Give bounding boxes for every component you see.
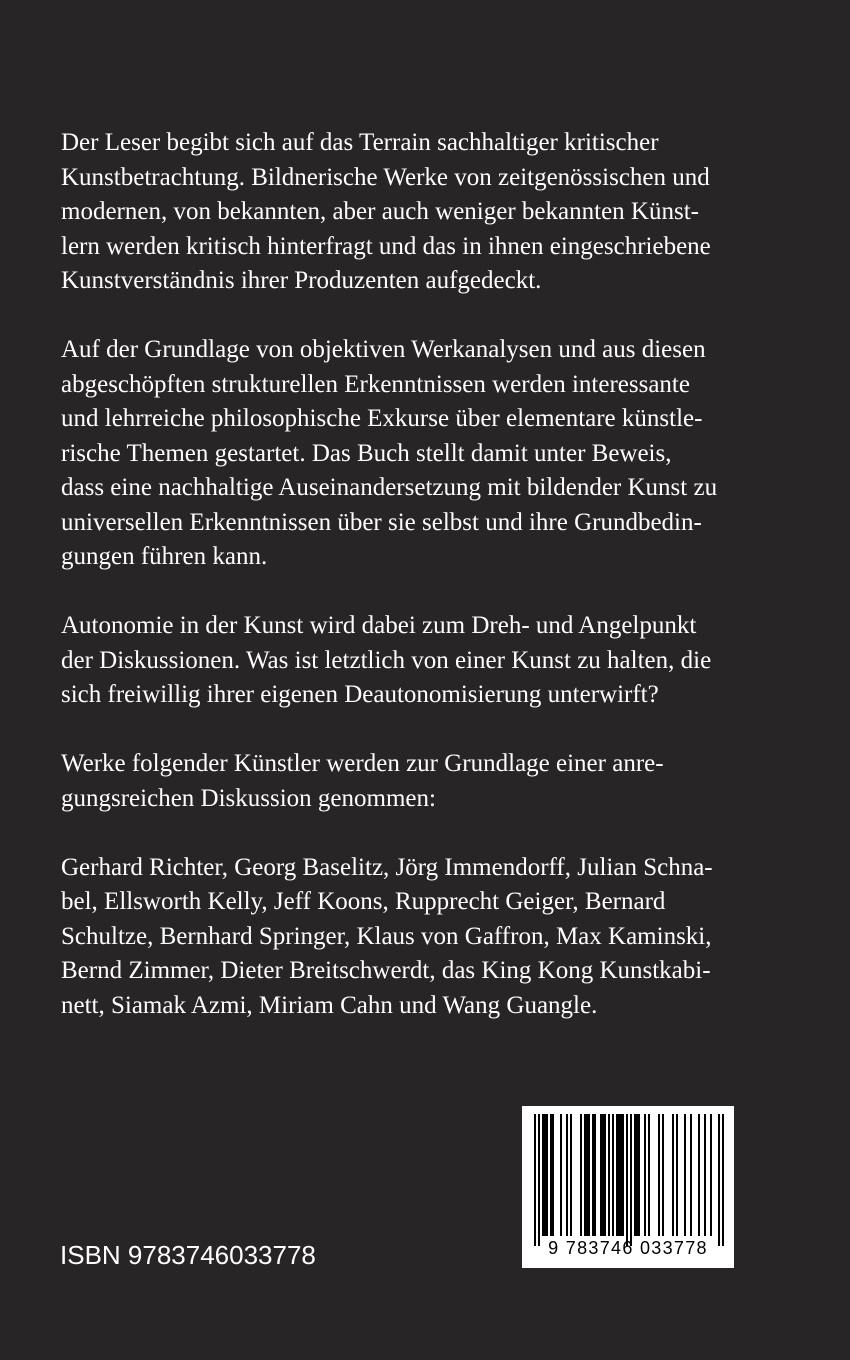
isbn-label: ISBN 9783746033778 [60, 1240, 316, 1270]
blurb-paragraph-2: Auf der Grundlage von objektiven Werkanalysen und aus diesen abgeschöpften strukturellen Erkenntnissen werden interessante und lehrreiche philosophische Exkurse über elementare künstle- rische Themen gestartet. Das Buch stellt damit unter Beweis, dass eine nachhaltige Auseinandersetzung mit bildender Kunst zu universellen Erkenntnissen über sie selbst und ihre Grundbedin- gungen führen kann. [61, 336, 718, 570]
barcode-bar [560, 1114, 562, 1236]
barcode-bar [718, 1114, 720, 1246]
barcode-bar [612, 1114, 614, 1236]
blurb-text [61, 126, 791, 1058]
barcode-bar [672, 1114, 674, 1236]
barcode-bar [662, 1114, 664, 1236]
barcode-bar [534, 1114, 536, 1246]
blurb-paragraph-1: Der Leser begibt sich auf das Terrain sachhaltiger kritischer Kunstbetrachtung. Bildnerische Werke von zeitgenössischen und modernen, von bekannten, aber auch weniger bekannten Künst- lern werden kritisch hinterfragt und das in ihnen eingeschriebene Kunstverständnis ihrer Produzenten aufgedeckt. [61, 129, 711, 294]
barcode-bar [570, 1114, 572, 1236]
barcode-bar [676, 1114, 678, 1236]
barcode-bar [630, 1114, 632, 1246]
barcode-bar [710, 1114, 712, 1236]
barcode-bar [566, 1114, 568, 1236]
barcode-bar [542, 1114, 548, 1236]
barcode-bar [592, 1114, 596, 1236]
blurb-paragraph-5: Gerhard Richter, Georg Baselitz, Jörg Immendorff, Julian Schna- bel, Ellsworth Kelly, Jeff Koons, Rupprecht Geiger, Bernard Schultze, Bernhard Springer, Klaus von Gaffron, Max Kaminski, Bernd Zimmer, Dieter Breitschwerdt, das King Kong Kunstkabi- nett, Siamak Azmi, Miriam Cahn und Wang Guangle. [61, 853, 713, 1019]
barcode-bar [690, 1114, 692, 1236]
barcode-bar [722, 1114, 724, 1246]
barcode-bar [698, 1114, 700, 1236]
barcode-bar [704, 1114, 706, 1236]
barcode-bar [648, 1114, 650, 1236]
barcode-bar [538, 1114, 540, 1246]
blurb-paragraph-4: Werke folgender Künstler werden zur Grundlage einer anre- gungsreichen Diskussion genommen: [61, 750, 664, 812]
barcode-bar [600, 1114, 606, 1236]
barcode-bar [644, 1114, 646, 1236]
barcode-bar [608, 1114, 610, 1236]
blurb-paragraph-3: Autonomie in der Kunst wird dabei zum Dreh- und Angelpunkt der Diskussionen. Was ist letztlich von einer Kunst zu halten, die sich freiwillig ihrer eigenen Deautonomisierung unterwirft? [61, 612, 712, 708]
barcode-bar [580, 1114, 582, 1236]
barcode-bar [584, 1114, 590, 1236]
barcode-bar [626, 1114, 628, 1246]
barcode-bar [634, 1114, 640, 1236]
barcode [522, 1106, 734, 1268]
barcode-digits: 9 783746 033778 [548, 1238, 708, 1258]
barcode-bar [616, 1114, 624, 1236]
barcode-bar [684, 1114, 686, 1236]
barcode-bar [550, 1114, 554, 1236]
barcode-bar [658, 1114, 660, 1236]
